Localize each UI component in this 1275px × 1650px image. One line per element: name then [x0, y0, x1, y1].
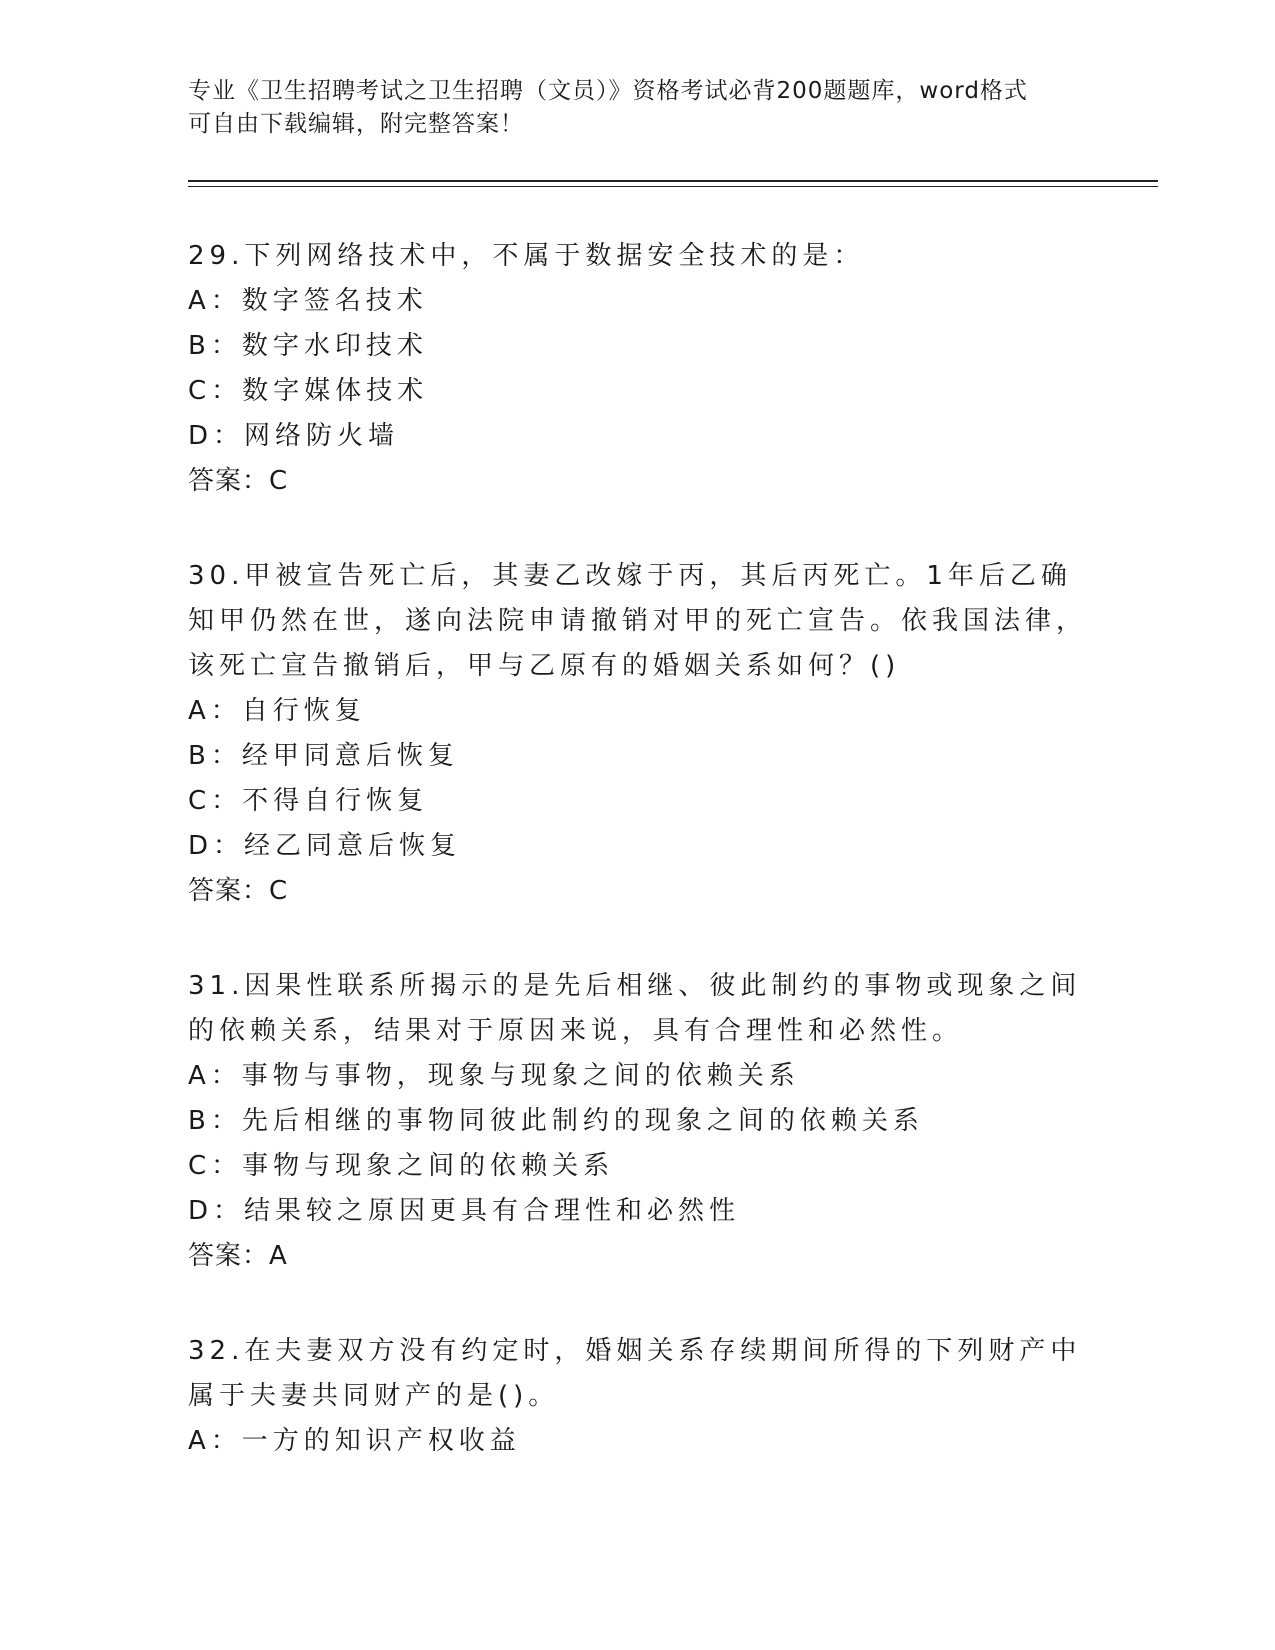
question-32	[188, 1329, 1088, 1464]
option-c: C：事物与现象之间的依赖关系	[188, 1151, 615, 1181]
option-a: A：数字签名技术	[188, 286, 428, 316]
option-d: D：网络防火墙	[188, 421, 400, 451]
header-line-2: 可自由下载编辑，附完整答案！	[188, 111, 524, 137]
header-line-1: 专业《卫生招聘考试之卫生招聘（文员）》资格考试必背200题题库，word格式	[188, 78, 1028, 104]
option-d: D：经乙同意后恢复	[188, 831, 462, 861]
header-divider-thick	[188, 180, 1158, 182]
question-30	[188, 554, 1088, 914]
option-a: A：自行恢复	[188, 696, 366, 726]
question-31	[188, 964, 1088, 1279]
question-stem: 32.在夫妻双方没有约定时，婚姻关系存续期间所得的下列财产中属于夫妻共同财产的是()。	[188, 1336, 1082, 1411]
question-stem: 29.下列网络技术中，不属于数据安全技术的是：	[188, 241, 865, 271]
answer-line: 答案：C	[188, 466, 289, 496]
option-c: C：数字媒体技术	[188, 376, 429, 406]
question-29	[188, 234, 1088, 504]
document-header	[188, 75, 1088, 141]
option-b: B：数字水印技术	[188, 331, 428, 361]
option-a: A：一方的知识产权收益	[188, 1426, 521, 1456]
option-b: B：先后相继的事物同彼此制约的现象之间的依赖关系	[188, 1106, 924, 1136]
answer-line: 答案：A	[188, 1241, 288, 1271]
header-divider-thin	[188, 186, 1158, 187]
option-d: D：结果较之原因更具有合理性和必然性	[188, 1196, 741, 1226]
question-stem: 31.因果性联系所揭示的是先后相继、彼此制约的事物或现象之间的依赖关系，结果对于原因来说，具有合理性和必然性。	[188, 971, 1082, 1046]
question-list	[188, 234, 1088, 1514]
question-stem: 30.甲被宣告死亡后，其妻乙改嫁于丙，其后丙死亡。1年后乙确知甲仍然在世，遂向法院申请撤销对甲的死亡宣告。依我国法律，该死亡宣告撤销后，甲与乙原有的婚姻关系如何？()	[188, 561, 1088, 681]
answer-line: 答案：C	[188, 876, 289, 906]
option-b: B：经甲同意后恢复	[188, 741, 459, 771]
option-c: C：不得自行恢复	[188, 786, 429, 816]
option-a: A：事物与事物，现象与现象之间的依赖关系	[188, 1061, 800, 1091]
